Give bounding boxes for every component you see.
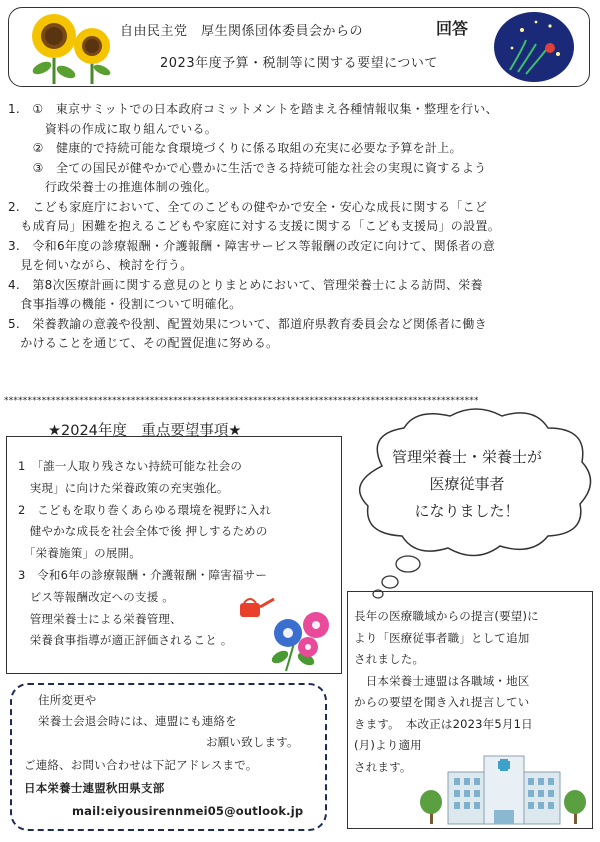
hospital-window	[538, 778, 544, 785]
flower-icon	[270, 612, 329, 671]
answer-line: 資料の作成に取り組んでいる。	[8, 121, 218, 136]
answer-line: 5. 栄養教諭の意義や役割、配置効果について、都道府県教育委員会など関係者に働き	[8, 316, 487, 331]
cloud-line: になりました！	[414, 502, 520, 520]
answer-line: ③ 全ての国民が健やかで心豊かに生活できる持続可能な社会の実現に資するよう	[8, 160, 487, 175]
cloud-message	[360, 444, 574, 525]
answer-line: も成育局」困難を抱えるこどもや家庭に対する支援に関する「こども支援局」の設置。	[8, 219, 501, 233]
hospital-window	[528, 778, 534, 785]
hospital-window	[464, 778, 470, 785]
contact-org: 日本栄養士連盟秋田県支部	[24, 781, 165, 795]
info-line: からの要望を聞き入れ提言してい	[354, 695, 530, 709]
hospital-window	[548, 790, 554, 797]
tree-icon	[564, 790, 586, 824]
cloud-line: 管理栄養士・栄養士が	[391, 448, 542, 466]
priority-line: ビス等報酬改定への支援 。	[18, 589, 174, 604]
hospital-window	[538, 802, 544, 809]
info-line: 長年の医療職域からの提言(要望)に	[354, 609, 539, 623]
answer-line: ② 健康的で持続可能な食環境づくりに係る取組の充実に必要な予算を計上。	[8, 141, 462, 155]
hospital-window	[528, 802, 534, 809]
contact-email-link[interactable]: mail:eiyousirennmei05@outlook.jp	[72, 804, 304, 818]
hospital-illustration	[418, 750, 592, 826]
separator-line: *****************************************************************************************************	[4, 396, 479, 406]
answer-line: 見を伺いながら、検討を行う。	[8, 258, 193, 272]
morning-glory-illustration	[236, 595, 336, 673]
sunflower-small-icon	[74, 28, 112, 84]
hospital-window	[474, 778, 480, 785]
sunflower-illustration	[20, 10, 116, 84]
priority-line: 3 令和6年の診療報酬・介護報酬・障害福サー	[18, 567, 268, 582]
priority-list	[18, 456, 271, 652]
sunflower-icon	[31, 14, 77, 84]
info-line: されます。	[354, 759, 412, 774]
priority-line: 実現」に向けた栄養政策の充実強化。	[18, 480, 229, 495]
priority-line: 健やかな成長を社会全体で後 押しするための	[18, 524, 268, 539]
header-answer-label: 回答	[436, 19, 469, 38]
hospital-window	[474, 790, 480, 797]
contact-line-4: ご連絡、お問い合わせは下記アドレスまで。	[24, 758, 258, 772]
contact-line-1: 住所変更や	[38, 693, 97, 707]
answer-list	[8, 100, 500, 354]
priority-line: 1 「誰一人取り残さない持続可能な社会の	[18, 459, 243, 473]
hospital-window	[464, 790, 470, 797]
priority-line: 管理栄養士による栄養管理、	[18, 611, 182, 626]
answer-line: 2. こども家庭庁において、全てのこどもの健やかで安全・安心な成長に関する「こど	[8, 199, 488, 214]
info-line: されました。	[354, 652, 425, 666]
answer-line: 1. ① 東京サミットでの日本政府コミットメントを踏まえ各種情報収集・整理を行い、	[8, 102, 498, 116]
answer-line: 食事指導の機能・役割について明確化。	[8, 297, 242, 311]
header-title: 自由民主党 厚生関係団体委員会からの	[120, 24, 364, 39]
contact-line-2: 栄養士会退会時には、連盟にも連絡を	[38, 714, 237, 728]
hospital-window	[548, 778, 554, 785]
hospital-window	[454, 778, 460, 785]
hospital-window	[464, 802, 470, 809]
priority-line: 栄養食事指導が適正評価されること 。	[18, 633, 233, 648]
hospital-window	[454, 790, 460, 797]
hospital-window	[474, 802, 480, 809]
fairy-icon	[545, 43, 555, 53]
answer-line: 4. 第8次医療計画に関する意見のとりまとめにおいて、管理栄養士による訪問、栄養	[8, 277, 483, 292]
contact-line-3: お願い致します。	[206, 735, 299, 749]
info-line: (月)より適用	[354, 738, 422, 752]
night-sky-illustration	[492, 10, 576, 84]
tree-icon	[420, 790, 442, 824]
priority-title: ★2024年度 重点要望事項★	[48, 423, 242, 439]
info-line: 日本栄養士連盟は各職域・地区	[354, 673, 530, 688]
header-subtitle: 2023年度予算・税制等に関する要望について	[160, 56, 438, 71]
priority-line: 「栄養施策」の展開。	[18, 546, 141, 561]
cloud-line: 医療従事者	[429, 475, 505, 493]
answer-line: 行政栄養士の推進体制の強化。	[8, 180, 218, 194]
hospital-window	[528, 790, 534, 797]
answer-line: かけることを通じて、その配置促進に努める。	[8, 336, 279, 350]
hospital-window	[538, 790, 544, 797]
watering-can-icon	[240, 599, 274, 617]
answer-line: 3. 令和6年度の診療報酬・介護報酬・障害サービス等報酬の改定に向けて、関係者の意	[8, 238, 496, 253]
info-line: きます。 本改正は2023年5月1日	[354, 716, 533, 731]
hospital-window	[548, 802, 554, 809]
hospital-window	[454, 802, 460, 809]
priority-line: 2 こどもを取り巻くあらゆる環境を視野に入れ	[18, 502, 272, 517]
info-line: より「医療従事者職」として追加	[354, 630, 530, 645]
